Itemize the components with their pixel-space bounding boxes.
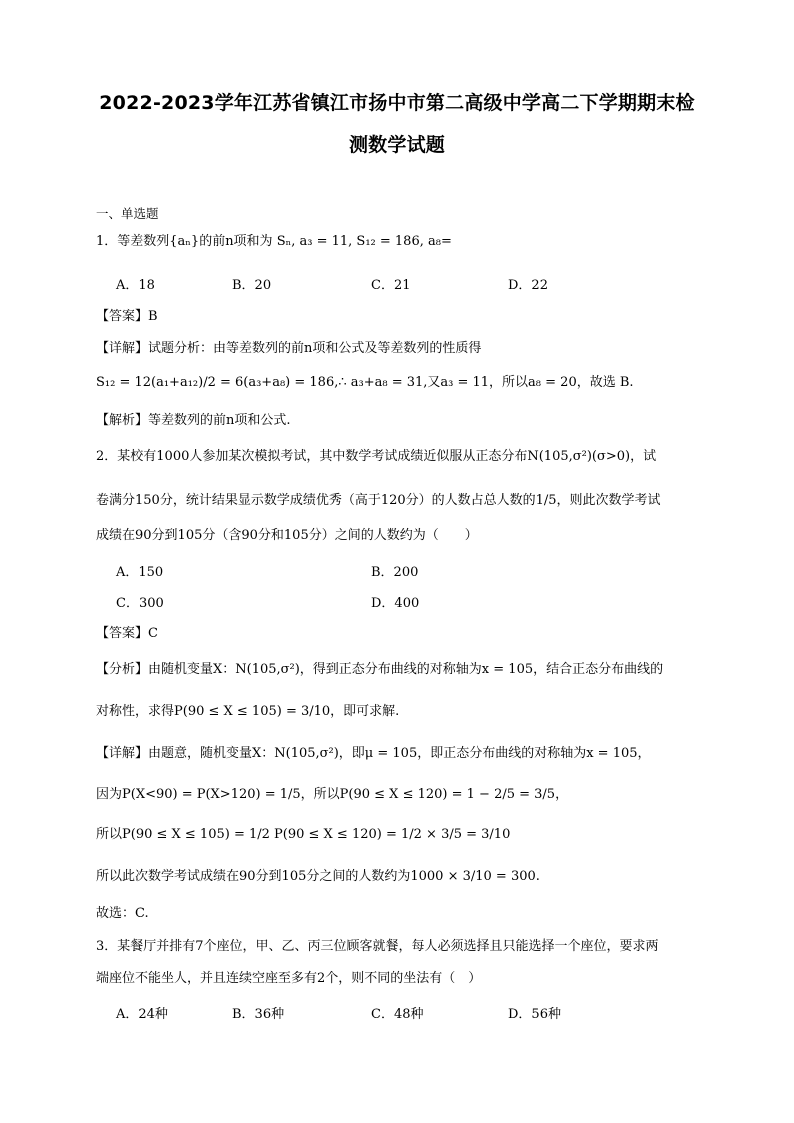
q2-stem-line-3: 成绩在90分到105分（含90分和105分）之间的人数约为（ ） — [96, 528, 478, 543]
q1-option-c: C．21 — [371, 278, 411, 293]
q2-option-c: C．300 — [116, 596, 164, 611]
document-title-line-1: 2022-2023学年江苏省镇江市扬中市第二高级中学高二下学期期末检 — [99, 92, 695, 114]
q1-option-b: B．20 — [232, 278, 272, 293]
q2-answer: 【答案】C — [96, 626, 158, 641]
q2-stem-line-1: 2．某校有1000人参加某次模拟考试，其中数学考试成绩近似服从正态分布N(105,σ²)(σ>0)，试 — [96, 449, 657, 464]
q1-detail-lead: 【详解】试题分析：由等差数列的前n项和公式及等差数列的性质得 — [96, 341, 482, 356]
q1-analysis: 【解析】等差数列的前n项和公式. — [96, 413, 291, 428]
q3-stem-line-2: 端座位不能坐人，并且连续空座至多有2个，则不同的坐法有（ ） — [96, 971, 482, 986]
q3-option-c: C．48种 — [371, 1007, 424, 1022]
q2-stem-line-2: 卷满分150分，统计结果显示数学成绩优秀（高于120分）的人数占总人数的1/5，则此次数学考试 — [96, 493, 661, 508]
q2-detail-line-1: 【详解】由题意，随机变量X：N(105,σ²)，即μ = 105，即正态分布曲线的对称轴为x = 105， — [96, 746, 651, 761]
q3-option-d: D．56种 — [508, 1007, 561, 1022]
document-title-line-2: 测数学试题 — [348, 134, 445, 156]
q2-detail-line-4: 所以此次数学考试成绩在90分到105分之间的人数约为1000 × 3/10 = 300. — [96, 869, 540, 884]
q1-option-a: A．18 — [116, 278, 155, 293]
q2-option-b: B．200 — [371, 565, 419, 580]
q3-option-a: A．24种 — [116, 1007, 168, 1022]
q2-detail-line-3: 所以P(90 ≤ X ≤ 105) = 1/2 P(90 ≤ X ≤ 120) = 1/2 × 3/5 = 3/10 — [96, 827, 511, 842]
q3-stem-line-1: 3．某餐厅并排有7个座位，甲、乙、丙三位顾客就餐，每人必须选择且只能选择一个座位，要求两 — [96, 939, 659, 954]
q2-conclusion: 故选：C. — [96, 906, 149, 921]
q2-option-a: A．150 — [116, 565, 164, 580]
q3-option-b: B．36种 — [232, 1007, 285, 1022]
section-heading: 一、单选题 — [96, 206, 159, 221]
q1-stem: 1．等差数列{aₙ}的前n项和为 Sₙ, a₃ = 11, S₁₂ = 186, a₈= — [96, 234, 452, 249]
q1-answer: 【答案】B — [96, 309, 158, 324]
q2-detail-line-2: 因为P(X<90) = P(X>120) = 1/5，所以P(90 ≤ X ≤ 120) = 1 − 2/5 = 3/5， — [96, 787, 569, 802]
q2-analysis-line-2: 对称性，求得P(90 ≤ X ≤ 105) = 3/10，即可求解. — [96, 704, 400, 719]
q2-option-d: D．400 — [371, 596, 420, 611]
q1-detail-formula: S₁₂ = 12(a₁+a₁₂)/2 = 6(a₃+a₈) = 186,∴ a₃+a₈ = 31,又a₃ = 11，所以a₈ = 20，故选 B. — [96, 375, 634, 390]
q1-option-d: D．22 — [508, 278, 548, 293]
q2-analysis-line-1: 【分析】由随机变量X：N(105,σ²)，得到正态分布曲线的对称轴为x = 105，结合正态分布曲线的 — [96, 662, 664, 677]
